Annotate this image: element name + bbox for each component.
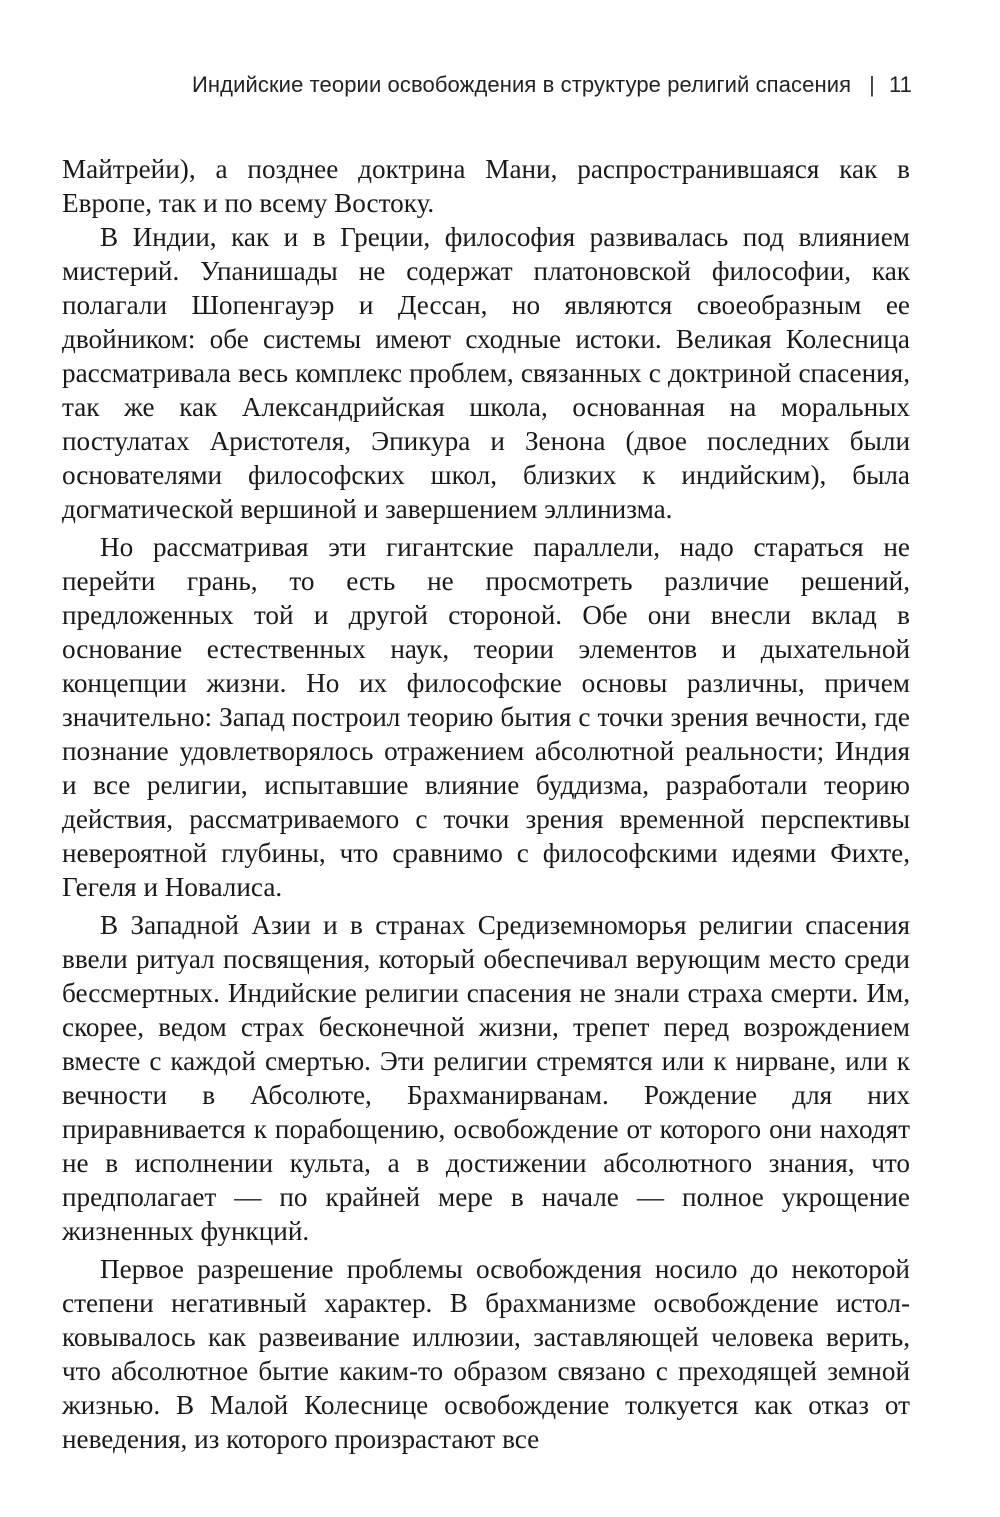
paragraph: В Индии, как и в Греции, философия развивалась под влиянием мистерий. Упанишады не содержат платоновской философии, как полагали Шопенгауэр и Дессан, но являются своеобразным ее двойником: обе системы имеют сходные истоки. Великая Колесница рассматривала весь комплекс проблем, связанных с доктриной спасения, так же как Александрийская школа, основанная на моральных постулатах Аристотеля, Эпикура и Зенона (двое последних были основателями философских школ, близких к индийским), была догматической вершиной и завершением эллинизма. [62,222,910,524]
header-separator: | [869,72,875,97]
running-title: Индийские теории освобождения в структуре религий спасения [191,72,852,97]
page-number: 11 [888,72,912,97]
running-header [192,72,912,98]
paragraph: Первое разрешение проблемы освобождения носило до некоторой степени негативный характер. В брахманизме освобождение истолковывалось как развеивание иллюзии, заставляющей человека верить, что абсолютное бытие каким-то образом связано с преходящей земной жизнью. В Малой Колеснице освобождение толкуется как отказ от неведения, из которого произрастают все [62,1254,910,1454]
paragraph-continuation: Майтрейи), а позднее доктрина Мани, распространившаяся как в Европе, так и по всему Востоку. [62,154,910,218]
paragraph: Но рассматривая эти гигантские параллели, надо стараться не перейти грань, то есть не просмотреть различие решений, предложенных той и другой стороной. Обе они внесли вклад в основание естественных наук, теории элементов и дыхательной концепции жизни. Но их философские основы различны, причем значительно: Запад построил теорию бытия с точки зрения вечности, где познание удовлетворялось отражением абсолютной реальности; Индия и все религии, испытавшие влияние буддизма, разработали теорию действия, рассматриваемого с точки зрения временной перспективы невероятной глубины, что сравнимо с философскими идеями Фихте, Гегеля и Новалиса. [62,532,910,902]
body-text [62,152,910,1456]
paragraph: В Западной Азии и в странах Средиземноморья религии спасения ввели ритуал посвящения, который обеспечивал верующим место среди бессмертных. Индийские религии спасения не знали страха смерти. Им, скорее, ведом страх бесконечной жизни, трепет перед возрождением вместе с каждой смертью. Эти религии стремятся или к нирване, или к вечности в Абсолюте, Брахманирванам. Рождение для них приравнивается к порабощению, освобождение от которого они находят не в исполнении культа, а в достижении абсолютного знания, что предполагает — по крайней мере в начале — полное укрощение жизненных функций. [62,910,910,1246]
